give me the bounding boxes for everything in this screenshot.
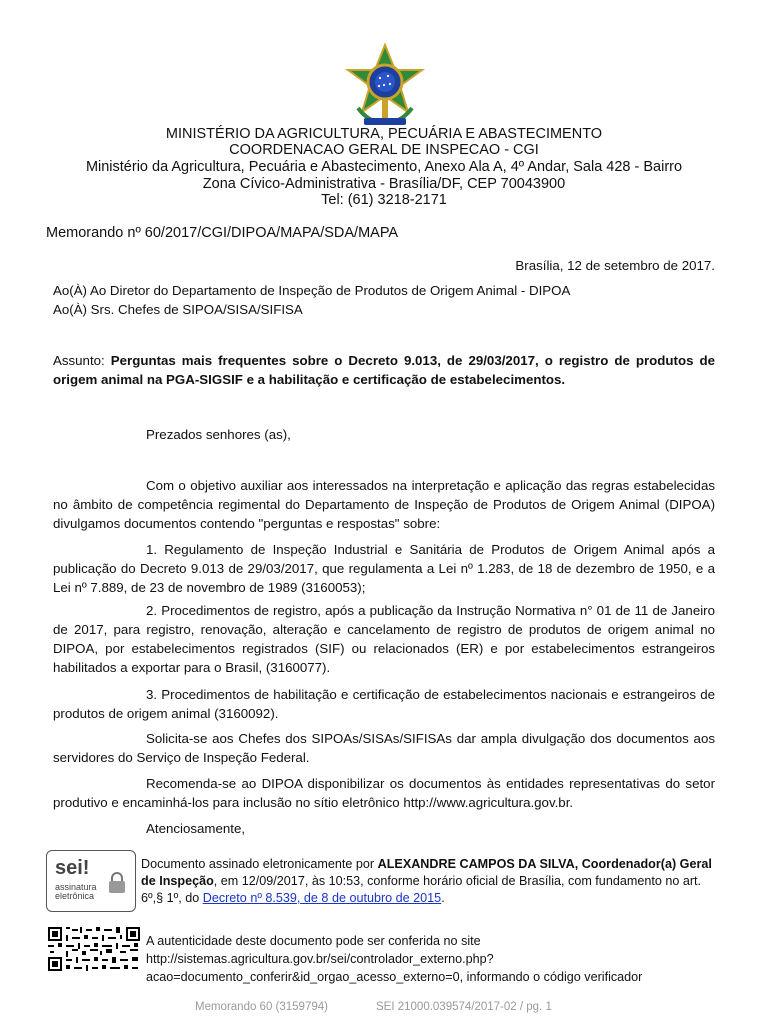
memo-date: Brasília, 12 de setembro de 2017. xyxy=(515,258,715,273)
footer-document-reference: Memorando 60 (3159794) xyxy=(195,1001,328,1013)
address-line-2: Zona Cívico-Administrativa - Brasília/DF, CEP 70043900 xyxy=(202,176,566,192)
recipient-line-2: Ao(À) Srs. Chefes de SIPOA/SISA/SIFISA xyxy=(53,302,303,317)
signature-statement: Documento assinado eletronicamente por ALEXANDRE CAMPOS DA SILVA, Coordenador(a) Geral de Inspeção, em 12/09/2017, às 10:53, conforme horário oficial de Brasília, com fundamento no art. 6º,§ 1º, do Decreto nº 8.539, de 8 de outubro de 2015. xyxy=(141,857,712,905)
paragraph-item-3: 3. Procedimentos de habilitação e certificação de estabelecimentos nacionais e estrangeiros de produtos de origem animal (3160092). xyxy=(53,687,715,721)
footer-process-reference: SEI 21000.039574/2017-02 / pg. 1 xyxy=(376,1001,552,1013)
subject-text: Perguntas mais frequentes sobre o Decreto 9.013, de 29/03/2017, o registro de produtos de origem animal na PGA-SIGSIF e a habilitação e certificação de estabelecimentos. xyxy=(53,353,715,387)
recipient-line-1: Ao(À) Ao Diretor do Departamento de Inspeção de Produtos de Origem Animal - DIPOA xyxy=(53,283,571,298)
authenticity-url: http://sistemas.agricultura.gov.br/sei/controlador_externo.php? xyxy=(146,952,494,966)
signature-post: , em 12/09/2017, às 10:53, conforme horário oficial de Brasília, com fundamento no art. 6º,§ 1º, do xyxy=(141,874,702,905)
ministry-name: MINISTÉRIO DA AGRICULTURA, PECUÁRIA E ABASTECIMENTO xyxy=(165,126,603,142)
signature-end: . xyxy=(441,891,445,905)
subject-label: Assunto: xyxy=(53,353,105,368)
paragraph-request: Solicita-se aos Chefes dos SIPOAs/SISAs/SIFISAs dar ampla divulgação dos documentos aos servidores do Serviço de Inspeção Federal. xyxy=(53,731,715,765)
qr-code-icon xyxy=(48,927,140,971)
phone-line: Tel: (61) 3218-2171 xyxy=(321,192,447,208)
lock-icon xyxy=(107,871,127,895)
sei-logo-text: sei! xyxy=(55,857,90,879)
greeting: Prezados senhores (as), xyxy=(146,427,291,442)
paragraph-item-2: 2. Procedimentos de registro, após a publicação da Instrução Normativa n° 01 de 11 de Janeiro de 2017, para registro, renovação, alteração e cancelamento de registro de produtos de origem animal no DIPOA, por estabelecimentos registrados (SIF) ou relacionados (ER) e por estabelecimentos estrangeiros habilitados a exportar para o Brasil, (3160077). xyxy=(53,603,715,675)
address-line-1: Ministério da Agricultura, Pecuária e Abastecimento, Anexo Ala A, 4º Andar, Sala 428 - Bairro xyxy=(85,159,683,175)
coat-of-arms-seal xyxy=(340,42,430,132)
paragraph-item-1: 1. Regulamento de Inspeção Industrial e Sanitária de Produtos de Origem Animal após a publicação do Decreto 9.013 de 29/03/2017, que regulamenta a Lei nº 1.283, de 18 de dezembro de 1950, e a Lei nº 7.889, de 23 de novembro de 1989 (3160053); xyxy=(53,542,715,595)
subject xyxy=(53,351,715,389)
sei-signature-logo xyxy=(46,850,136,912)
authenticity-statement xyxy=(146,932,736,986)
paragraph-recommend: Recomenda-se ao DIPOA disponibilizar os documentos às entidades representativas do setor produtivo e encaminhá-los para inclusão no sítio eletrônico http://www.agricultura.gov.br. xyxy=(53,776,715,810)
coordination-name: COORDENACAO GERAL DE INSPECAO - CGI xyxy=(229,142,539,158)
signer-role: Coordenador(a) Geral de Inspeção xyxy=(141,857,712,888)
authenticity-line-3: acao=documento_conferir&id_orgao_acesso_externo=0, informando o código verificador xyxy=(146,970,643,984)
authenticity-line-1: A autenticidade deste documento pode ser conferida no site xyxy=(146,934,481,948)
signature-pre: Documento assinado eletronicamente por xyxy=(141,857,375,871)
closing: Atenciosamente, xyxy=(146,821,246,836)
decree-link[interactable]: Decreto nº 8.539, de 8 de outubro de 2015 xyxy=(202,891,442,905)
memo-number: Memorando nº 60/2017/CGI/DIPOA/MAPA/SDA/MAPA xyxy=(46,225,399,241)
sei-logo-sub-2: eletrônica xyxy=(55,891,95,901)
paragraph-intro: Com o objetivo auxiliar aos interessados na interpretação e aplicação das regras estabelecidas no âmbito de competência regimental do Departamento de Inspeção de Produtos de Origem Animal (DIPOA) divulgamos documentos contendo "perguntas e respostas" sobre: xyxy=(53,478,715,531)
signer-name: ALEXANDRE CAMPOS DA SILVA xyxy=(377,857,575,871)
sei-logo-sub-1: assinatura xyxy=(55,882,97,892)
